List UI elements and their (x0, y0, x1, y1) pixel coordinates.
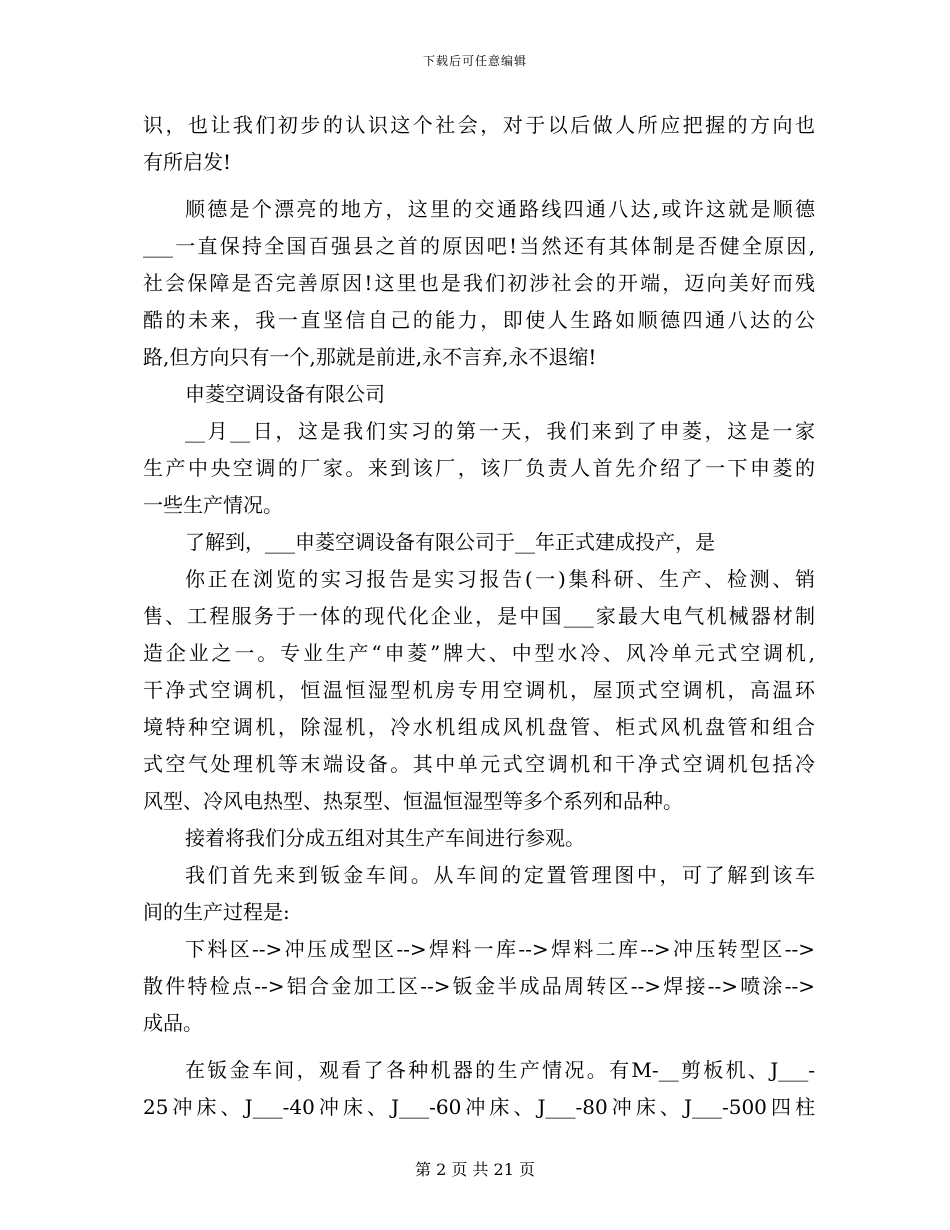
text-line: 散件特检点-->铝合金加工区-->钣金半成品周转区-->焊接-->喷涂--> (143, 974, 815, 998)
text-line: 25冲床、J___-40冲床、J___-60冲床、J___-80冲床、J___-500四柱 (143, 1095, 815, 1119)
text-line: 路,但方向只有一个,那就是前进,永不言弃,永不退缩! (143, 345, 597, 369)
text-line: 我们首先来到钣金车间。从车间的定置管理图中，可了解到该车 (185, 863, 815, 887)
text-line: 你正在浏览的实习报告是实习报告(一)集科研、生产、检测、销 (185, 567, 815, 591)
text-line: 下料区-->冲压成型区-->焊料一库-->焊料二库-->冲压转型区--> (185, 937, 815, 961)
text-line: 社会保障是否完善原因!这里也是我们初涉社会的开端，迈向美好而残 (143, 271, 815, 295)
text-line: ___一直保持全国百强县之首的原因吧!当然还有其体制是否健全原因, (143, 234, 815, 258)
text-line: 顺德是个漂亮的地方，这里的交通路线四通八达,或许这就是顺德 (185, 197, 815, 221)
section-heading: 申菱空调设备有限公司 (185, 382, 385, 406)
text-line: 了解到，___申菱空调设备有限公司于__年正式建成投产，是 (185, 530, 715, 554)
text-line: 干净式空调机，恒温恒湿型机房专用空调机，屋顶式空调机，高温环 (143, 678, 815, 702)
page-number-footer: 第 2 页 共 21 页 (415, 1160, 535, 1179)
document-body (143, 107, 815, 1126)
page-header-note: 下载后可任意编辑 (422, 54, 527, 68)
text-line: 在钣金车间，观看了各种机器的生产情况。有M-__剪板机、J___- (185, 1058, 815, 1082)
text-line: 间的生产过程是: (143, 900, 290, 924)
text-line: 有所启发! (143, 150, 232, 174)
text-line: 造企业之一。专业生产“申菱”牌大、中型水冷、风冷单元式空调机, (143, 641, 815, 665)
text-line: 识，也让我们初步的认识这个社会，对于以后做人所应把握的方向也 (143, 113, 815, 137)
text-line: 成品。 (143, 1011, 203, 1035)
text-line: 式空气处理机等末端设备。其中单元式空调机和干净式空调机包括冷 (143, 752, 815, 776)
text-line: 生产中央空调的厂家。来到该厂，该厂负责人首先介绍了一下申菱的 (143, 456, 815, 480)
text-line: 接着将我们分成五组对其生产车间进行参观。 (185, 826, 585, 850)
text-line: 境特种空调机，除湿机，冷水机组成风机盘管、柜式风机盘管和组合 (143, 715, 815, 739)
text-line: 风型、冷风电热型、热泵型、恒温恒湿型等多个系列和品种。 (143, 789, 683, 813)
text-line: __月__日，这是我们实习的第一天，我们来到了申菱，这是一家 (185, 419, 815, 443)
text-line: 一些生产情况。 (143, 493, 283, 517)
text-line: 售、工程服务于一体的现代化企业，是中国___家最大电气机械器材制 (143, 604, 815, 628)
text-line: 酷的未来，我一直坚信自己的能力，即使人生路如顺德四通八达的公 (143, 308, 815, 332)
